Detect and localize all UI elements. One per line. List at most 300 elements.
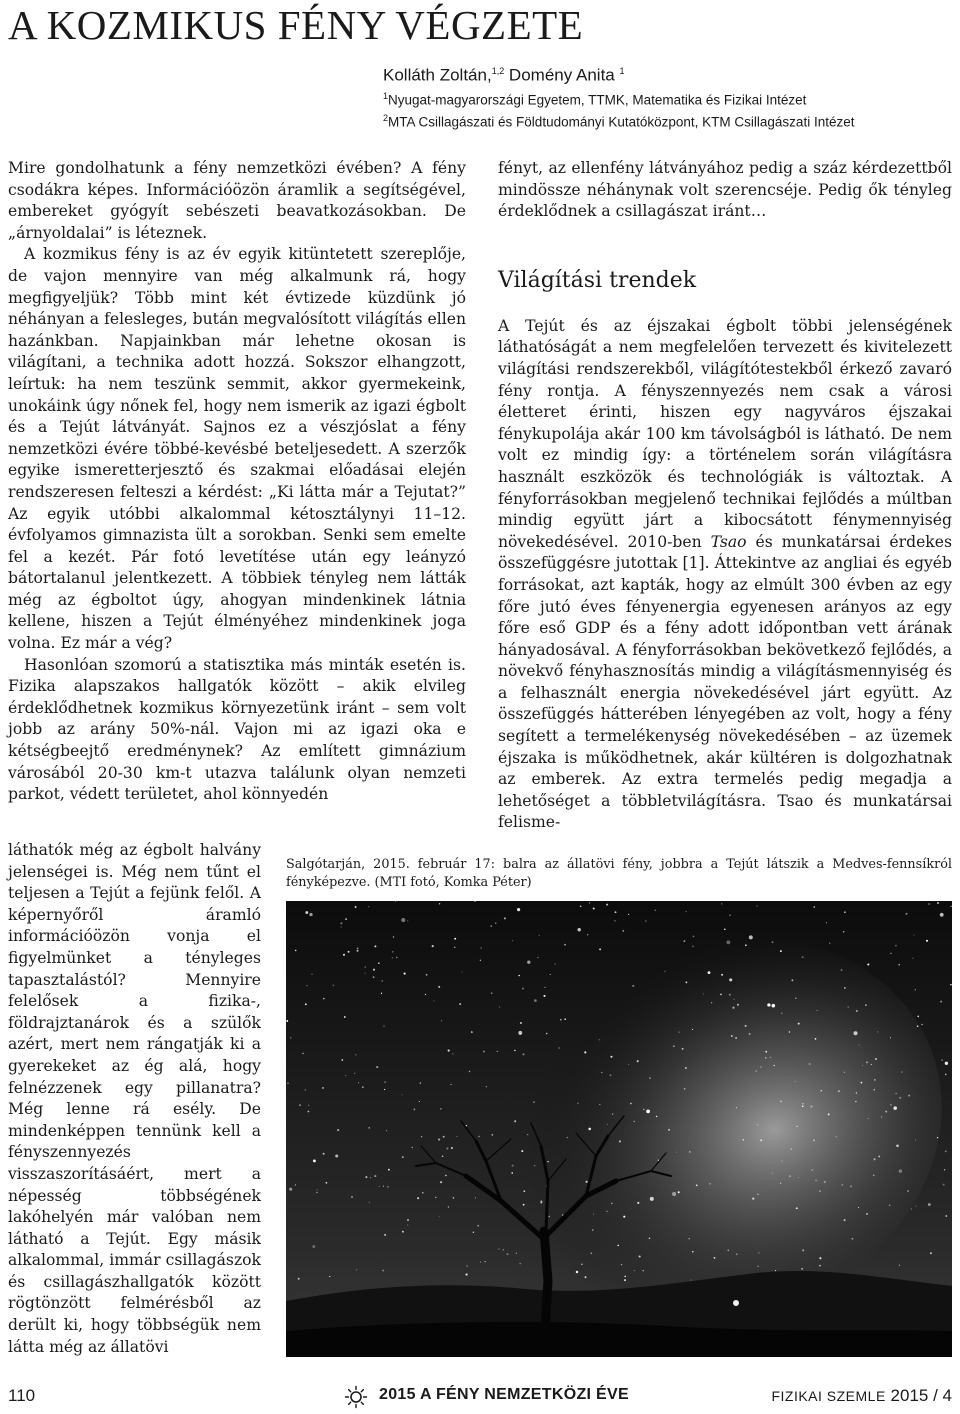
star <box>611 1203 613 1205</box>
star <box>875 1058 877 1060</box>
star <box>402 1156 404 1158</box>
star <box>483 1051 485 1053</box>
star <box>728 1250 729 1251</box>
star <box>462 972 463 973</box>
star <box>637 1060 639 1062</box>
star <box>937 1137 938 1138</box>
star <box>443 1136 445 1138</box>
star <box>889 1205 891 1207</box>
star <box>522 988 524 990</box>
star <box>440 1181 442 1183</box>
star <box>735 1037 737 1039</box>
star <box>475 1197 476 1198</box>
star <box>824 1181 826 1183</box>
star <box>341 1059 343 1061</box>
star <box>422 1192 424 1194</box>
star <box>877 1031 878 1032</box>
star <box>772 941 774 943</box>
star <box>743 1139 744 1140</box>
star <box>480 1262 481 1263</box>
star <box>637 1202 639 1204</box>
star <box>873 1175 874 1176</box>
star <box>851 1238 853 1240</box>
paragraph-cosmic-light: A kozmikus fény is az év egyik kitüntetett szereplője, de vajon mennyire van még alkalmunk rá, hogy megfigyeljük? Több mint két évtizede küzdünk jó néhányan a felesleges, bután megvalósított világítás ellen hazánkban. Napjainkban már lehetne okosan is világítani, a technika adott hozzá. Sokszor elhangzott, leírtuk: ha nem teszünk semmit, akkor gyermekeink, unokáink úgy nőnek fel, hogy nem ismerik az igazi égbolt és a Tejút látványát. Sajnos ez a vészjóslat a fény nemzetközi évére többé-kevésbé beteljesedett. A szerzők egyike ismeretterjesztő és szakmai előadásai elején rendszeresen felteszi a kérdést: „Ki látta már a Tejutat?” Az egyik utóbbi alkalommal kétosztálynyi 11–12. évfolyamos gimnazista ült a sorokban. Senki sem emelte fel a kezét. Pár fotó levetítése után egy leányzó bátortalanul jelentkezett. A többiek tényleg nem látták még az égboltot úgy, ahogyan mindenkinek látnia kellene, hiszen a Tejút élményéhez mindenkinek joga volna. Ez már a vég? <box>8 245 466 653</box>
star <box>802 1103 803 1104</box>
distant-light-dot <box>733 1300 739 1306</box>
star <box>819 1190 821 1192</box>
star <box>368 906 369 907</box>
star <box>915 1140 916 1141</box>
star <box>477 1225 479 1227</box>
author-names <box>383 60 953 87</box>
star <box>555 963 556 964</box>
star <box>599 1039 600 1040</box>
star <box>518 975 520 977</box>
star <box>780 950 782 952</box>
star <box>534 999 537 1002</box>
star <box>373 969 375 971</box>
star <box>298 1278 300 1280</box>
star <box>546 1033 548 1035</box>
star <box>543 995 545 997</box>
star <box>289 1188 292 1191</box>
star <box>780 1183 781 1184</box>
star <box>517 908 520 911</box>
star <box>612 1113 613 1114</box>
star <box>386 1130 387 1131</box>
star <box>499 1007 500 1008</box>
star <box>781 1012 783 1014</box>
star <box>619 1140 621 1142</box>
column-left-bottom <box>8 840 261 1358</box>
star <box>576 1271 578 1273</box>
star <box>520 1022 522 1024</box>
star <box>901 1071 903 1073</box>
star <box>672 1192 676 1196</box>
star <box>811 1169 813 1171</box>
star <box>802 956 804 958</box>
star <box>412 1147 413 1148</box>
star <box>692 946 694 948</box>
star <box>392 951 394 953</box>
star <box>745 1025 747 1027</box>
star <box>560 1019 562 1021</box>
star <box>736 1107 737 1108</box>
star <box>593 1213 594 1214</box>
star <box>506 1253 508 1255</box>
star <box>621 1264 622 1265</box>
star <box>760 1139 762 1141</box>
author-1-sup: 1,2 <box>491 66 505 76</box>
star <box>752 1198 754 1200</box>
star <box>514 1120 516 1122</box>
star <box>836 1136 837 1137</box>
star <box>323 998 325 1000</box>
star <box>826 922 827 923</box>
star <box>633 1121 634 1122</box>
star <box>610 1056 612 1058</box>
star <box>607 1124 608 1125</box>
star <box>917 1025 919 1027</box>
trends-text-a: A Tejút és az éjszakai égbolt többi jelenségének láthatóságát a nem megfelelően tervezett és kivitelezett világítási rendszerekből, világítótestekből érkező zavaró fény rontja. A fényszennyezés nem csak a városi életteret érinti, hiszen egy nagyváros éjszakai fénykupolája akár 100 km távolságból is látható. De nem volt ez mindig így: a történelem során világításra használt eszközök és technológiák is változtak. A fényforrásokban megjelenő technikai fejlődés a múltban mindig együtt járt a kibocsátott fénymennyiség növekedésével. 2010-ben <box>498 316 952 551</box>
star <box>295 950 297 952</box>
star <box>868 1118 869 1119</box>
star <box>490 925 491 926</box>
star <box>438 1139 440 1141</box>
star <box>843 931 844 932</box>
star <box>798 1177 799 1178</box>
star <box>452 1053 453 1054</box>
star <box>396 957 397 958</box>
star <box>692 1251 694 1253</box>
author-1: Kolláth Zoltán, <box>383 65 492 85</box>
star <box>374 1175 376 1177</box>
star <box>527 961 530 964</box>
affiliation-1-sup: 1 <box>383 90 389 101</box>
star <box>656 1116 657 1117</box>
star <box>420 1082 421 1083</box>
star <box>404 973 406 975</box>
star <box>593 907 595 909</box>
star <box>941 1059 942 1060</box>
star <box>855 1101 856 1102</box>
column-left-top <box>8 158 466 806</box>
star <box>772 1004 776 1008</box>
star <box>599 1104 600 1105</box>
star <box>819 1265 821 1267</box>
star <box>678 1191 680 1193</box>
star <box>617 1245 619 1247</box>
star <box>643 1270 644 1271</box>
star <box>518 1031 522 1035</box>
star <box>309 913 312 916</box>
star <box>632 985 634 987</box>
star <box>749 935 753 939</box>
star <box>899 1265 900 1266</box>
star <box>646 1110 650 1114</box>
star <box>393 936 394 937</box>
star <box>373 976 375 978</box>
star <box>928 903 930 905</box>
star <box>610 1074 612 1076</box>
star <box>749 1033 751 1035</box>
author-2-sup: 1 <box>619 66 625 76</box>
paragraph-statistics: Hasonlóan szomorú a statisztika más minták esetén is. Fizika alapszakos hallgatók között – akik elvileg érdeklődhetnek kozmikus környezetünk iránt – sem volt jobb az arány 50%-nál. Vajon mi az igazi oka e kétségbeejtő eredménynek? Az említett gimnázium városából 20-30 km-t utazva találunk olyan nemzeti parkot, védett területet, ahol könnyedén <box>8 655 466 804</box>
star <box>384 1234 386 1236</box>
star <box>915 989 916 990</box>
star <box>356 1269 357 1270</box>
journal-name <box>771 1386 952 1406</box>
star <box>912 958 913 959</box>
star <box>757 1266 758 1267</box>
star <box>898 964 900 966</box>
star <box>774 1065 775 1066</box>
star <box>384 1089 385 1090</box>
star <box>448 1206 449 1207</box>
journal-issue: 2015 / 4 <box>890 1386 952 1405</box>
star <box>878 1155 880 1157</box>
star <box>802 1105 804 1107</box>
star <box>945 1062 948 1065</box>
star <box>809 1063 811 1065</box>
star <box>731 1035 733 1037</box>
star <box>930 1252 932 1254</box>
star <box>655 909 656 910</box>
star <box>791 979 793 981</box>
star <box>550 974 551 975</box>
star <box>484 1261 485 1262</box>
night-sky-illustration <box>286 901 952 1357</box>
star <box>401 918 405 922</box>
star <box>650 1197 654 1201</box>
star <box>432 945 434 947</box>
star <box>341 926 342 927</box>
star <box>628 1064 629 1065</box>
star <box>440 1108 441 1109</box>
star <box>634 1270 635 1271</box>
star <box>829 943 830 944</box>
star <box>439 903 440 904</box>
star <box>357 948 359 950</box>
star <box>921 1024 923 1026</box>
star <box>439 1216 440 1217</box>
star <box>364 973 365 974</box>
star <box>299 1104 301 1106</box>
star <box>709 1183 711 1185</box>
star <box>382 980 383 981</box>
star <box>592 1229 594 1231</box>
star <box>585 1276 587 1278</box>
star <box>859 1044 860 1045</box>
star <box>433 1000 434 1001</box>
star <box>871 1064 872 1065</box>
star <box>587 934 588 935</box>
star <box>580 906 582 908</box>
star <box>767 1003 770 1006</box>
star <box>729 994 731 996</box>
star <box>745 944 747 946</box>
star <box>351 1196 352 1197</box>
star <box>590 1252 592 1254</box>
star <box>692 1029 693 1030</box>
star <box>348 951 350 953</box>
star <box>844 1219 846 1221</box>
star <box>940 913 944 917</box>
star <box>928 1203 931 1206</box>
star <box>645 920 646 921</box>
star <box>522 1053 524 1055</box>
star <box>795 998 797 1000</box>
star <box>696 1184 698 1186</box>
star <box>383 1025 384 1026</box>
star <box>899 1097 901 1099</box>
star <box>758 1252 759 1253</box>
page-footer <box>0 1383 960 1413</box>
star <box>756 906 757 907</box>
star <box>689 1151 690 1152</box>
star <box>682 1048 684 1050</box>
star <box>362 1086 364 1088</box>
star <box>729 914 730 915</box>
star <box>721 903 722 904</box>
star <box>345 1075 346 1076</box>
star <box>524 1190 526 1192</box>
star <box>503 1249 505 1251</box>
star <box>547 1161 548 1162</box>
star <box>757 1124 758 1125</box>
star <box>950 984 952 986</box>
star <box>311 974 312 975</box>
star <box>881 1116 882 1117</box>
star <box>521 1150 523 1152</box>
star <box>907 1190 909 1192</box>
star <box>537 957 538 958</box>
star <box>549 1216 550 1217</box>
affiliation-2 <box>383 109 953 132</box>
star <box>335 1155 338 1158</box>
star <box>622 930 624 932</box>
paragraph-zodiacal: fényt, az ellenfény látványához pedig a száz kérdezettből mindössze néhánynak volt szerencséje. Pedig ők tényleg érdeklődnek a csillagászat iránt… <box>498 159 952 221</box>
star <box>937 902 939 904</box>
star <box>945 1150 947 1152</box>
star <box>890 953 891 954</box>
star <box>345 918 347 920</box>
star <box>588 1128 591 1131</box>
star <box>401 1094 402 1095</box>
star <box>445 1175 446 1176</box>
star <box>861 1082 863 1084</box>
star <box>673 1045 674 1046</box>
star <box>736 1253 738 1255</box>
star <box>874 1158 876 1160</box>
star <box>355 906 357 908</box>
star <box>801 1268 803 1270</box>
star <box>322 1087 324 1089</box>
star <box>896 1144 899 1147</box>
star <box>917 1016 919 1018</box>
star <box>446 1147 448 1149</box>
author-2: Domény Anita <box>504 65 615 85</box>
star <box>442 1155 444 1157</box>
star <box>813 1139 815 1141</box>
star <box>885 1111 887 1113</box>
star <box>486 1086 487 1087</box>
star <box>343 954 345 956</box>
journal-title: FIZIKAI SZEMLE <box>771 1388 886 1404</box>
star <box>819 1257 821 1259</box>
star <box>649 1238 651 1240</box>
section-heading: Világítási trendek <box>498 267 697 293</box>
star <box>589 902 590 903</box>
column-right <box>498 158 952 834</box>
star <box>426 974 428 976</box>
trends-italic-author: Tsao <box>710 532 747 551</box>
star <box>689 1238 690 1239</box>
star <box>693 936 695 938</box>
star <box>624 1279 626 1281</box>
star <box>382 1270 384 1272</box>
star <box>844 911 846 913</box>
affiliation-2-text: MTA Csillagászati és Földtudományi Kutatóközpont, KTM Csillagászati Intézet <box>388 114 855 130</box>
star <box>821 1090 823 1092</box>
star <box>781 1161 782 1162</box>
figure-caption: Salgótarján, 2015. február 17: balra az állatövi fény, jobbra a Tejút látszik a Medves-fennsíkról fényképezve. (MTI fotó, Komka Péter) <box>286 857 952 890</box>
article-title: A KOZMIKUS FÉNY VÉGZETE <box>8 2 584 48</box>
star <box>915 1205 916 1206</box>
star <box>858 1207 859 1208</box>
star <box>544 987 545 988</box>
star <box>811 1106 813 1108</box>
star <box>815 1180 817 1182</box>
star <box>317 1189 318 1190</box>
star <box>624 1276 626 1278</box>
star <box>514 1050 515 1051</box>
star <box>454 938 456 940</box>
star <box>305 1003 307 1005</box>
star <box>796 1126 797 1127</box>
star <box>756 1070 757 1071</box>
star <box>686 982 688 984</box>
star <box>459 1003 461 1005</box>
star <box>703 993 704 994</box>
star <box>559 1047 560 1048</box>
star <box>796 1207 798 1209</box>
star <box>392 957 393 958</box>
star <box>668 1129 670 1131</box>
star <box>471 1031 473 1033</box>
star <box>512 1165 514 1167</box>
paragraph-trends <box>498 316 952 834</box>
star <box>623 1216 625 1218</box>
star <box>448 1050 450 1052</box>
star <box>737 1004 739 1006</box>
star <box>586 1181 588 1183</box>
star <box>295 1184 296 1185</box>
star <box>498 1248 499 1249</box>
star <box>516 1253 517 1254</box>
star <box>344 1016 346 1018</box>
star <box>685 1067 687 1069</box>
star <box>374 945 376 947</box>
star <box>679 1032 680 1033</box>
star <box>414 1109 416 1111</box>
page-number: 110 <box>8 1386 36 1405</box>
star <box>306 985 307 986</box>
star <box>370 1177 371 1178</box>
star <box>527 1134 528 1135</box>
star <box>384 1081 386 1083</box>
star <box>862 1065 863 1066</box>
star <box>711 1002 712 1003</box>
star <box>854 1031 858 1035</box>
star <box>908 1095 910 1097</box>
star <box>874 1079 876 1081</box>
star <box>473 1232 474 1233</box>
star <box>491 992 493 994</box>
star <box>789 1175 791 1177</box>
star <box>815 1038 817 1040</box>
paragraph-intro: Mire gondolhatunk a fény nemzetközi évében? A fény csodákra képes. Információözön áramlik a segítségével, embereket gyógyít sebészeti beavatkozásokban. De „árnyoldalai” is léteznek. <box>8 159 466 242</box>
star <box>469 1071 470 1072</box>
star <box>721 974 723 976</box>
star <box>844 987 846 989</box>
star <box>802 1249 804 1251</box>
paragraph-statistics-continued: láthatók még az égbolt halvány jelenségei is. Még nem tűnt el teljesen a Tejút a fejünk felől. A képernyőről áramló információözön vonja el figyelmünket a tényleges tapasztalástól? Mennyire felelősek a fizika-, földrajztanárok és a szülők azért, mert nem rángatják ki a gyerekeket az ég alá, hogy felnézzenek egy pillanatra? Még lenne rá esély. De mindenképpen tennünk kell a fényszennyezés visszaszorításáért, mert a népesség többségének lakóhelyén már valóban nem látható a Tejút. Egy másik alkalommal, immár csillagászok és csillagászhallgatók között rögtönzött felmérésből az derült ki, hogy többségük nem látta még az állatövi <box>8 841 261 1356</box>
star <box>511 1172 513 1174</box>
star <box>676 1152 677 1153</box>
star <box>534 1165 535 1166</box>
star <box>614 920 616 922</box>
